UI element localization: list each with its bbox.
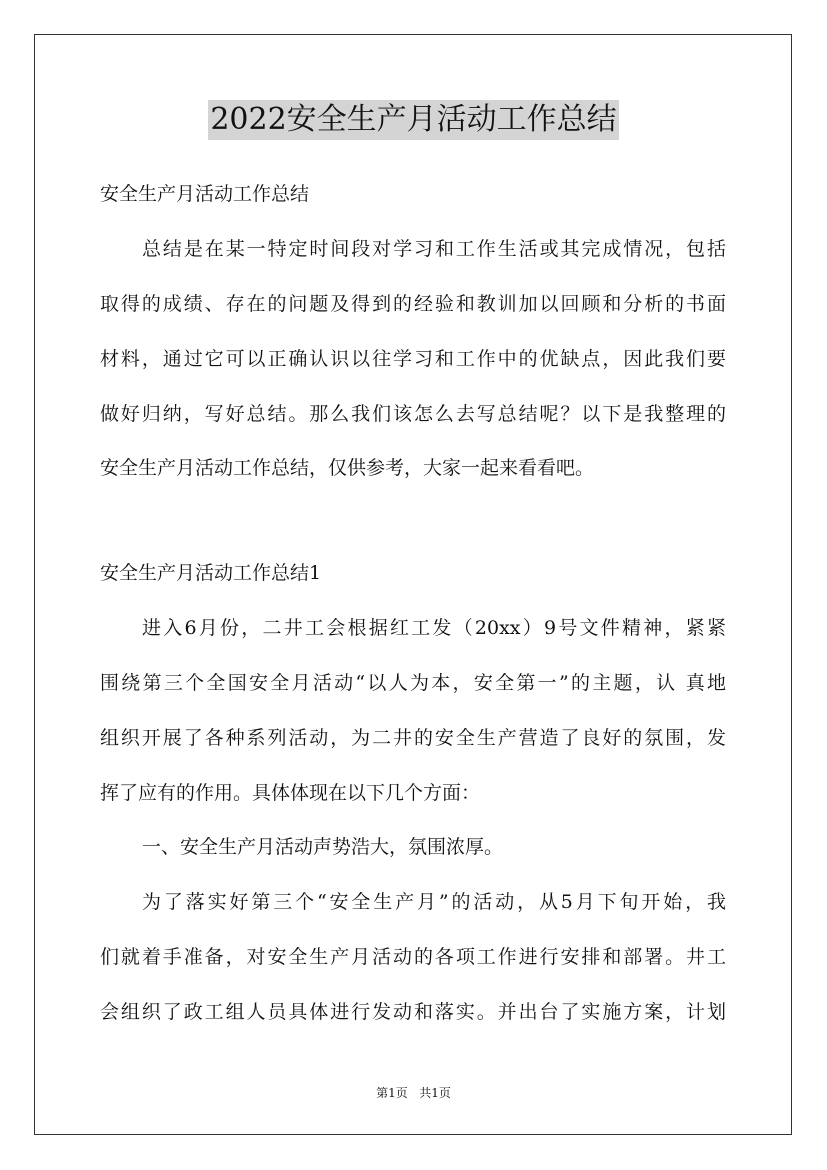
paragraph-line: 为了落实好第三个“安全生产月”的活动，从5月下旬开始，我 [142,891,726,913]
paragraph-line: 会组织了政工组人员具体进行发动和落实。并出台了实施方案，计划 [100,1001,726,1023]
paragraph-line: 总结是在某一特定时间段对学习和工作生活或其完成情况，包括 [142,238,726,260]
section-heading: 安全生产月活动工作总结 [100,183,310,205]
paragraph-line: 取得的成绩、存在的问题及得到的经验和教训加以回顾和分析的书面 [100,293,726,315]
page-footer [0,1085,827,1101]
paragraph-line: 做好归纳，写好总结。那么我们该怎么去写总结呢？以下是我整理的 [100,403,726,425]
section-heading: 安全生产月活动工作总结1 [100,562,322,584]
document-title: 2022安全生产月活动工作总结 [208,100,618,140]
paragraph-line: 挥了应有的作用。具体体现在以下几个方面： [100,782,481,804]
paragraph-line: 组织开展了各种系列活动，为二井的安全生产营造了良好的氛围，发 [100,727,726,749]
paragraph-line: 材料，通过它可以正确认识以往学习和工作中的优缺点，因此我们要 [100,348,726,370]
paragraph-line: 进入6月份，二井工会根据红工发（20xx）9号文件精神，紧紧 [142,617,726,639]
page-number: 第1页 [376,1086,408,1100]
title-container [0,100,827,140]
page-total: 共1页 [419,1086,451,1100]
paragraph-line: 们就着手准备，对安全生产月活动的各项工作进行安排和部署。井工 [100,946,726,968]
paragraph-line: 围绕第三个全国安全月活动“以人为本，安全第一”的主题，认 真地 [100,672,726,694]
paragraph-line: 安全生产月活动工作总结，仅供参考，大家一起来看看吧。 [100,457,595,479]
subheading-line: 一、安全生产月活动声势浩大，氛围浓厚。 [142,836,504,858]
